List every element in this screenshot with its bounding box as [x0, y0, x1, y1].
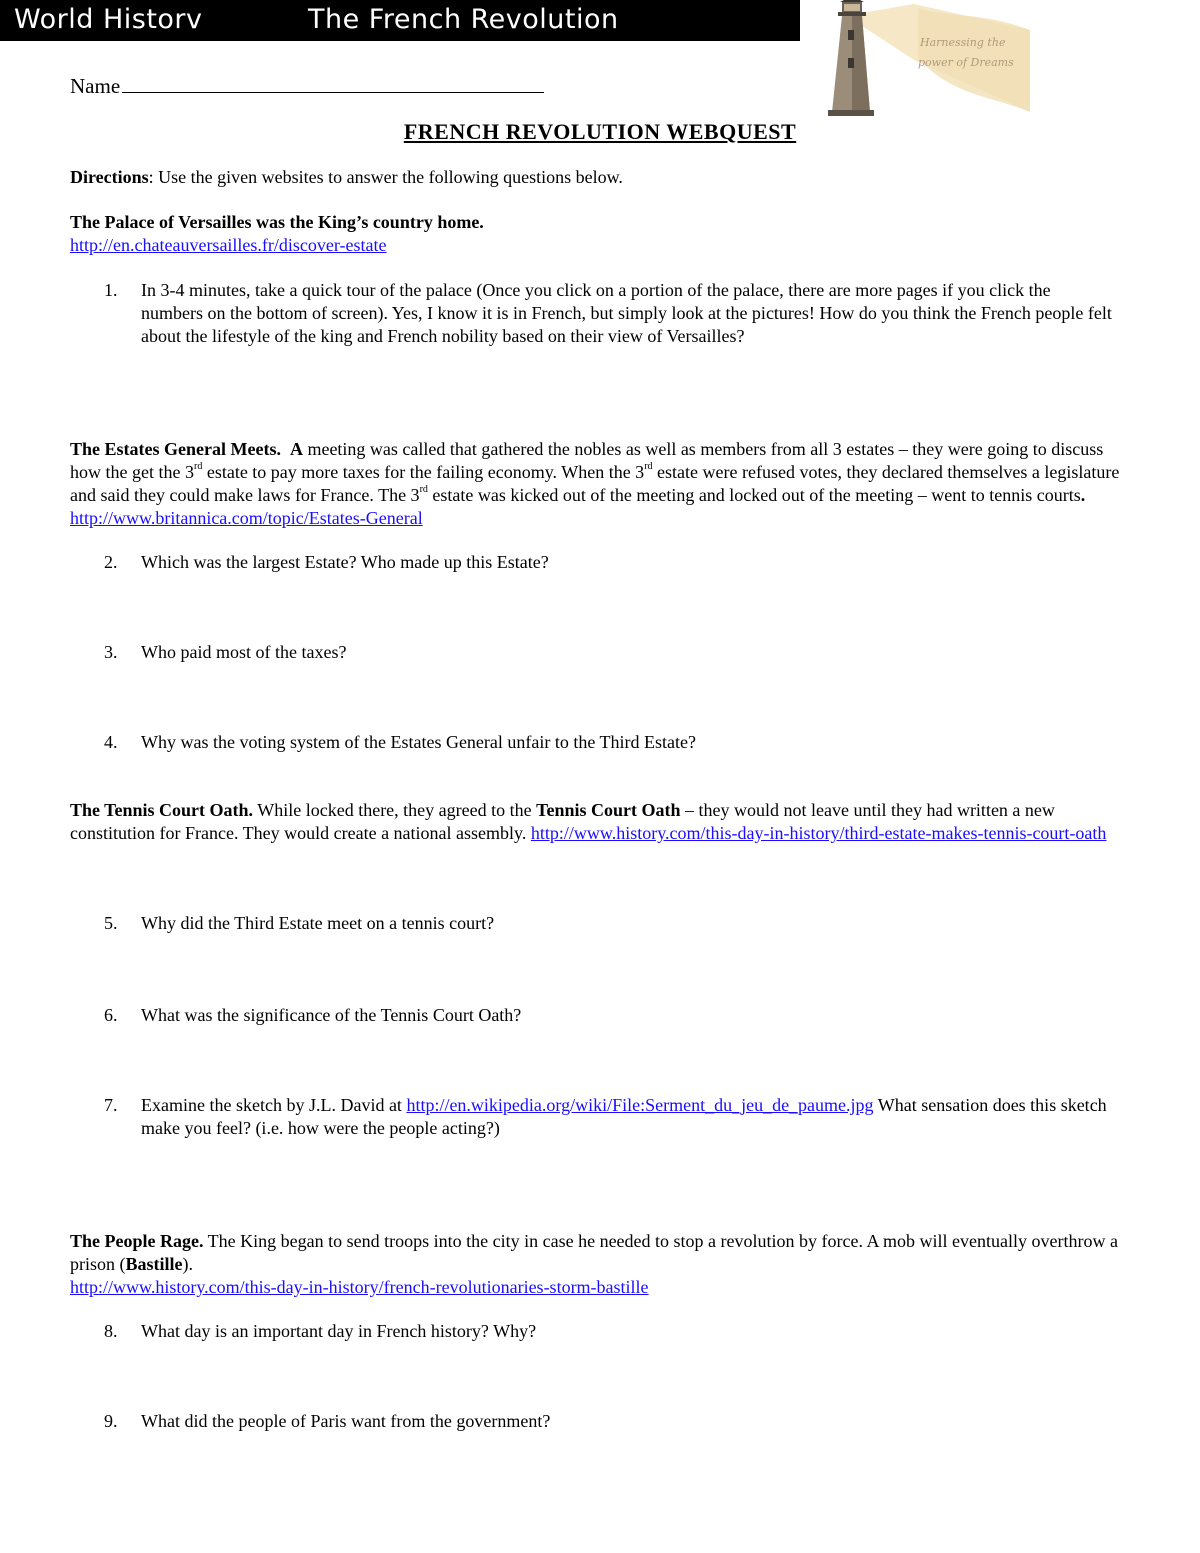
- question-text: [141, 1094, 1114, 1140]
- estates-link[interactable]: http://www.britannica.com/topic/Estates-General: [70, 508, 423, 528]
- question-text: Which was the largest Estate? Who made up this Estate?: [141, 552, 549, 572]
- name-blank-line[interactable]: [122, 92, 544, 93]
- header-bar: [0, 0, 800, 41]
- question-6: [104, 1004, 1114, 1027]
- question-number: 5.: [104, 913, 118, 933]
- course-title: World Historv: [14, 4, 203, 35]
- question-text: Why did the Third Estate meet on a tennis court?: [141, 913, 495, 933]
- question-number: 1.: [104, 280, 118, 300]
- david-sketch-link[interactable]: http://en.wikipedia.org/wiki/File:Serment_du_jeu_de_paume.jpg: [406, 1095, 874, 1115]
- question-number: 6.: [104, 1005, 118, 1025]
- question-text: What did the people of Paris want from the government?: [141, 1411, 551, 1431]
- rage-bold-b: Bastille: [125, 1254, 183, 1274]
- question-7-text-b: What sensation does this sketch make you feel? (i.e. how were the people acting?): [141, 1095, 1107, 1138]
- page-title: FRENCH REVOLUTION WEBQUEST: [403, 119, 797, 144]
- tennis-text-a: While locked there, they agreed to the: [253, 800, 537, 820]
- name-label: Name: [70, 74, 121, 98]
- logo-text-1: Harnessing the: [920, 36, 1006, 49]
- tennis-heading: The Tennis Court Oath.: [70, 800, 254, 820]
- superscript: rd: [419, 484, 428, 495]
- versailles-link[interactable]: http://en.chateauversailles.fr/discover-estate: [70, 235, 387, 255]
- question-2: [104, 551, 1114, 574]
- estates-text-d: estate was kicked out of the meeting and locked out of the meeting – went to tennis courts: [427, 485, 1081, 505]
- logo-text-2: power of Dreams: [918, 56, 1014, 69]
- question-text: In 3-4 minutes, take a quick tour of the palace (Once you click on a portion of the palace, there are more pages if you click the numbers on the bottom of screen). Yes, I know it is in French, but simply look at the pictures! How do you think the French people felt about the lifestyle of the king and French nobility based on their view of Versailles?: [141, 280, 1112, 346]
- unit-title: The French Revolution: [308, 4, 619, 35]
- estates-heading: The Estates General Meets.: [70, 439, 281, 459]
- question-8: [104, 1320, 1114, 1343]
- superscript: rd: [193, 461, 203, 472]
- question-3: [104, 641, 1114, 664]
- directions-label: Directions: [70, 167, 149, 187]
- estates-bold-a: A: [289, 439, 303, 459]
- question-7-text-a: Examine the sketch by J.L. David at: [141, 1095, 407, 1115]
- estates-period: .: [1080, 485, 1086, 505]
- question-number: 2.: [104, 552, 118, 572]
- tennis-link[interactable]: http://www.history.com/this-day-in-history/third-estate-makes-tennis-court-oath: [530, 823, 1107, 843]
- rage-text-a: The King began to send troops into the city in case he needed to stop a revolution by force. A mob will eventually overthrow a prison (: [70, 1231, 1118, 1274]
- estates-text-a: meeting was called that gathered the nobles as well as members from all 3 estates – they were going to discuss how the get the 3: [70, 439, 1104, 482]
- tennis-bold-b: Tennis Court Oath: [536, 800, 681, 820]
- section-estates: [70, 438, 1132, 530]
- section-versailles: [70, 211, 1130, 257]
- directions: [70, 166, 1130, 189]
- rage-link[interactable]: http://www.history.com/this-day-in-history/french-revolutionaries-storm-bastille: [70, 1277, 649, 1297]
- section-tennis-court: [70, 799, 1132, 845]
- directions-text: : Use the given websites to answer the following questions below.: [148, 167, 623, 187]
- question-4: [104, 731, 1114, 754]
- rage-heading: The People Rage.: [70, 1231, 204, 1251]
- question-number: 9.: [104, 1411, 118, 1431]
- question-text: Why was the voting system of the Estates General unfair to the Third Estate?: [141, 732, 697, 752]
- estates-text-b: estate to pay more taxes for the failing economy. When the 3: [202, 462, 645, 482]
- question-number: 7.: [104, 1095, 118, 1115]
- question-number: 3.: [104, 642, 118, 662]
- superscript: rd: [644, 461, 653, 472]
- estates-text-c: estate were refused votes, they declared themselves a legislature and said they could make laws for France. The 3: [70, 462, 1120, 505]
- section-people-rage: [70, 1230, 1132, 1299]
- question-text: Who paid most of the taxes?: [141, 642, 347, 662]
- question-text: What day is an important day in French history? Why?: [141, 1321, 537, 1341]
- name-field[interactable]: [70, 74, 544, 99]
- question-text: What was the significance of the Tennis Court Oath?: [141, 1005, 522, 1025]
- question-1: [104, 279, 1114, 348]
- tennis-text-c: – they would not leave until they had written a new constitution for France. They would create a national assembly.: [70, 800, 1055, 843]
- question-number: 4.: [104, 732, 118, 752]
- question-7: [104, 1094, 1114, 1140]
- lighthouse-icon: [822, 0, 1032, 116]
- rage-text-c: ).: [182, 1254, 193, 1274]
- question-number: 8.: [104, 1321, 118, 1341]
- question-5: [104, 912, 1114, 935]
- question-9: [104, 1410, 1114, 1433]
- versailles-heading: The Palace of Versailles was the King’s country home.: [70, 212, 484, 232]
